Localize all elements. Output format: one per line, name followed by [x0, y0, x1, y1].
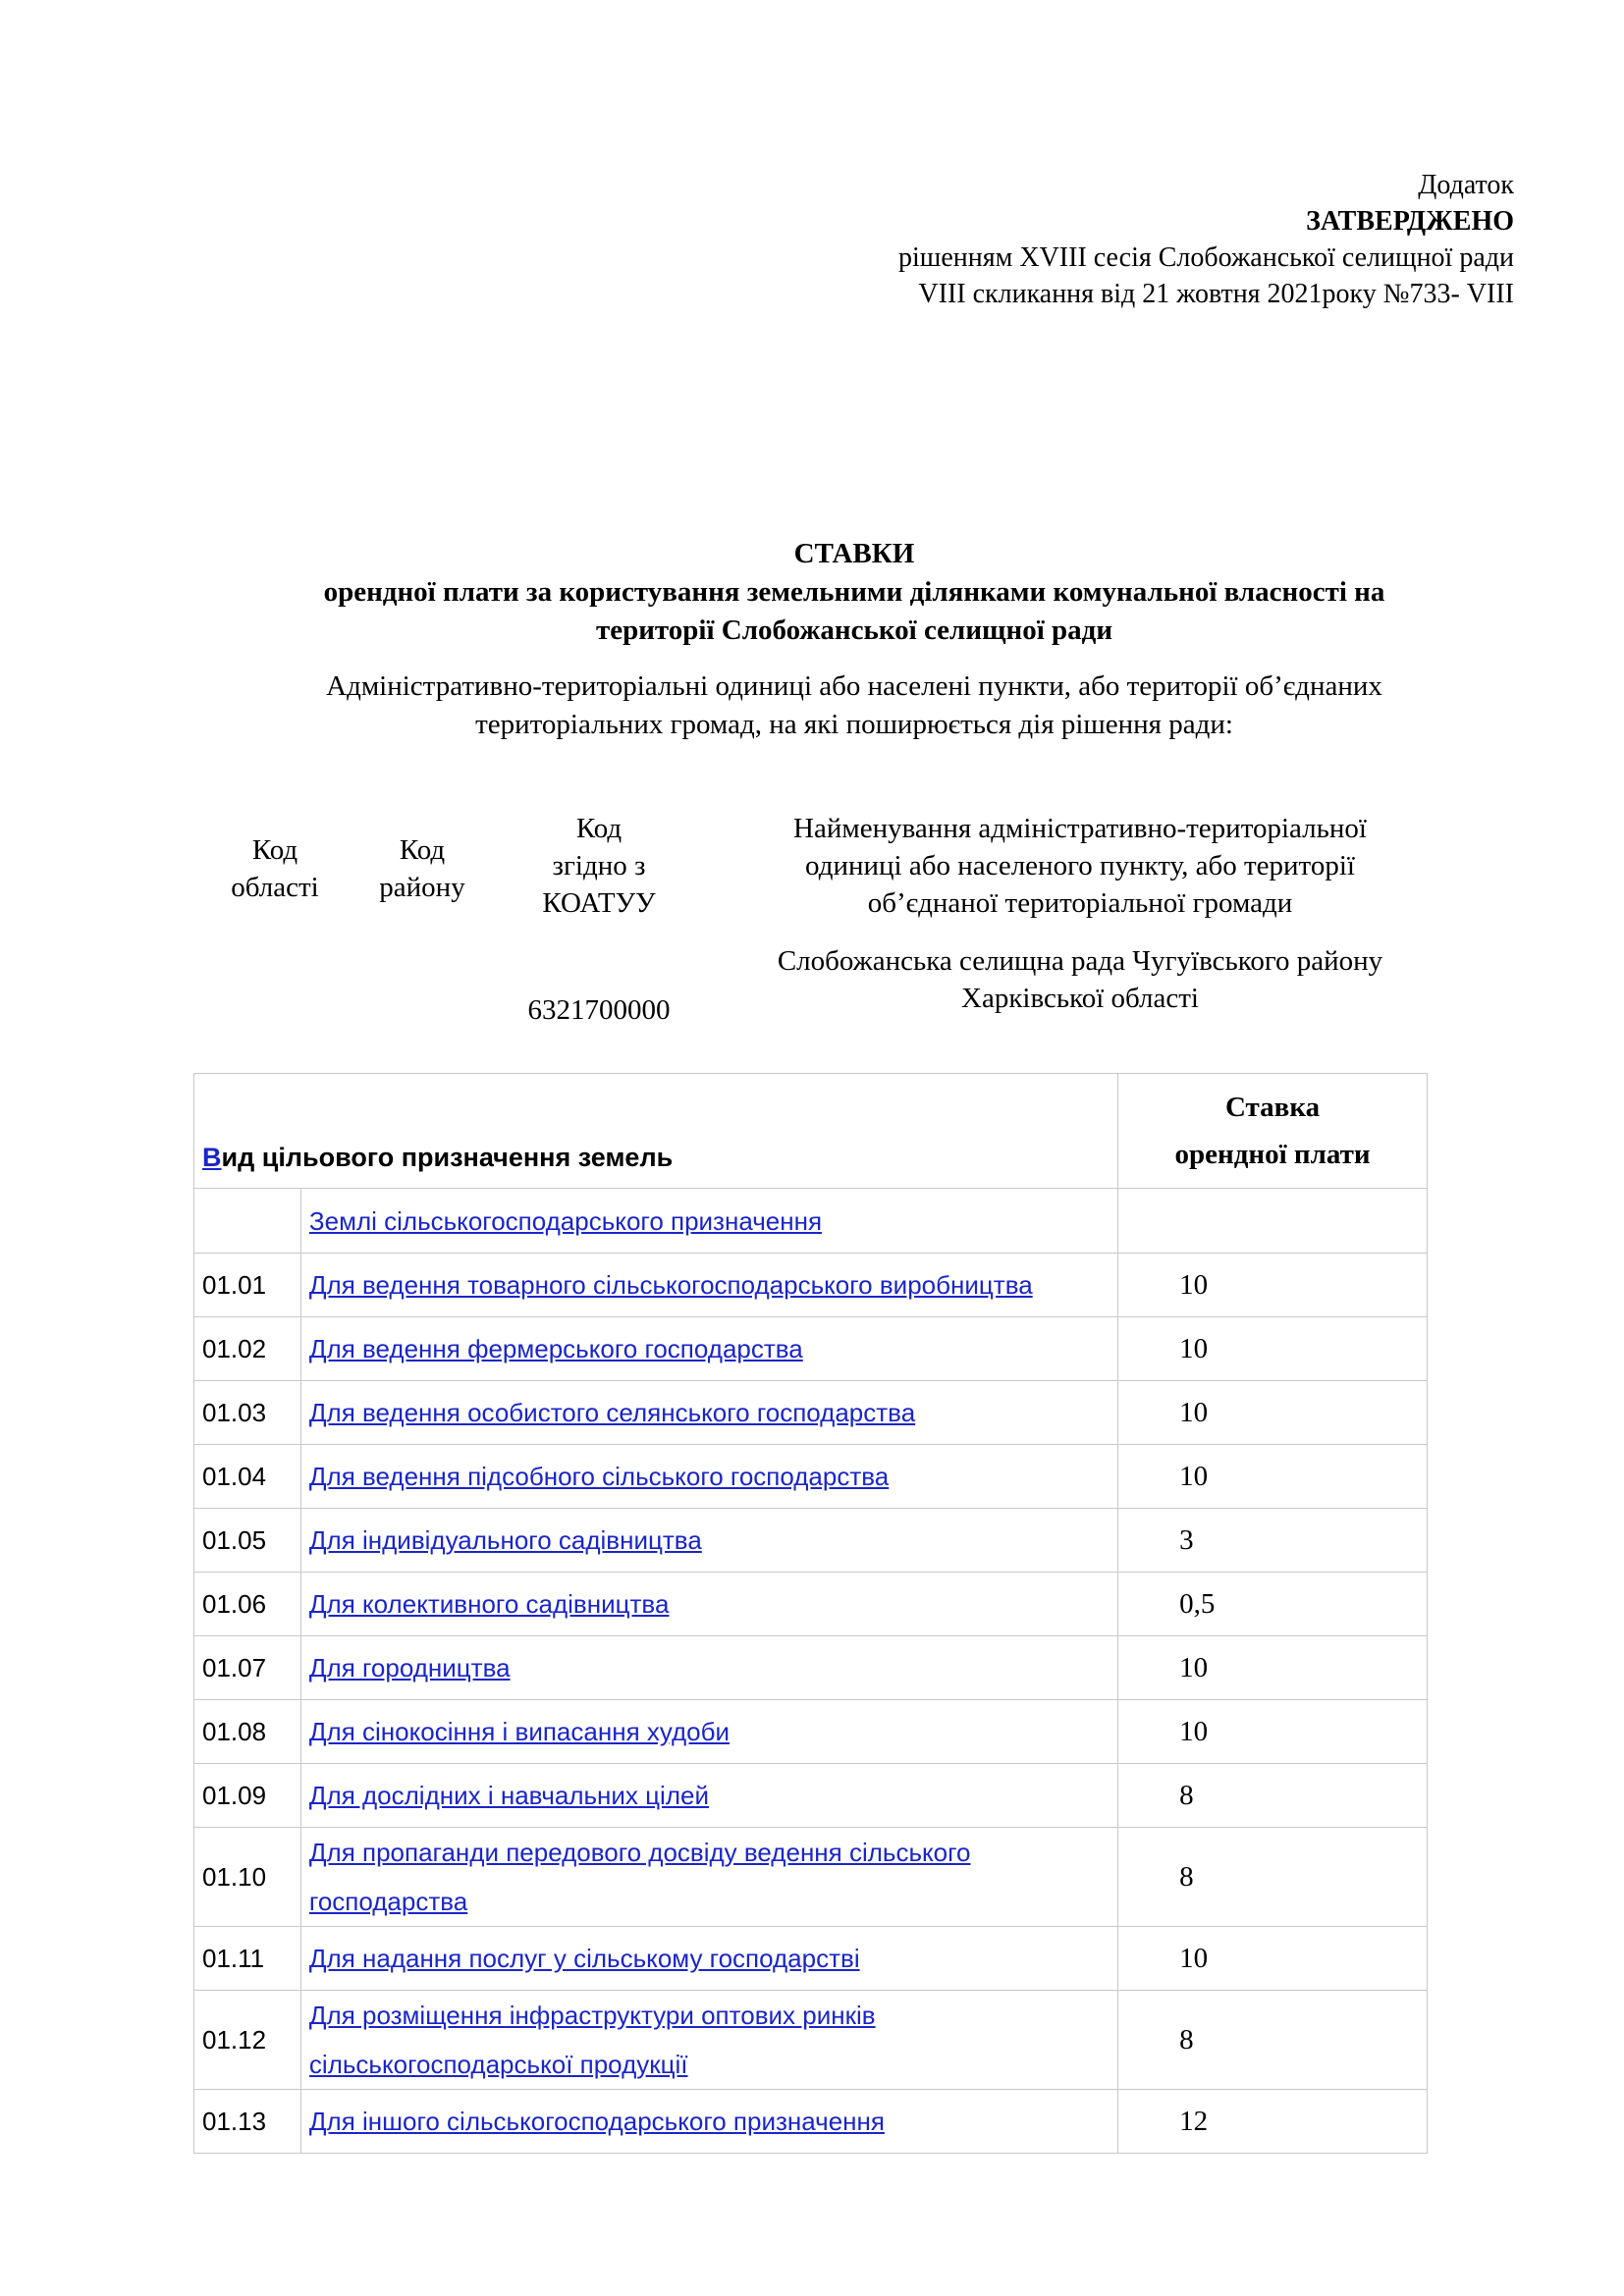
row-name-cell: [300, 2090, 1117, 2154]
region-code-header-line: області: [231, 872, 319, 903]
row-name-cell: [300, 1445, 1117, 1509]
decision-line: рішенням XVIII сесія Слобожанської селищної ради: [898, 242, 1514, 273]
koatuu-header-line: Код: [575, 813, 623, 844]
document-title: [196, 535, 1512, 650]
row-rate: 12: [1118, 2090, 1428, 2154]
subtitle-line-1: Адміністративно-територіальні одиниці або населені пункти, або території об’єднаних: [326, 670, 1382, 702]
unit-name-value-line: Слобожанська селищна рада Чугуївського району: [777, 945, 1383, 977]
land-purpose-header-link[interactable]: В: [202, 1143, 222, 1172]
section-row: [194, 1189, 1428, 1254]
rate-header-line: орендної плати: [1174, 1139, 1371, 1170]
approved-label: ЗАТВЕРДЖЕНО: [1306, 206, 1514, 237]
district-code-header-line: Код: [399, 834, 446, 866]
row-code: 01.02: [194, 1317, 301, 1381]
row-rate: 10: [1118, 1636, 1428, 1700]
table-row: [194, 1445, 1428, 1509]
row-rate: 10: [1118, 1254, 1428, 1317]
land-purpose-link[interactable]: господарства: [308, 1887, 468, 1916]
title-line-2: орендної плати за користування земельними ділянками комунальної власності на: [323, 576, 1385, 608]
table-row: [194, 1573, 1428, 1636]
land-purpose-link[interactable]: Для ведення фермерського господарства: [308, 1334, 803, 1363]
table-row: [194, 1254, 1428, 1317]
land-purpose-link[interactable]: Для дослідних і навчальних цілей: [308, 1781, 709, 1810]
land-purpose-link[interactable]: Для іншого сільськогосподарського призначення: [308, 2107, 885, 2136]
land-purpose-link[interactable]: Для надання послуг у сільському господарстві: [308, 1944, 860, 1973]
unit-name-header-line: Найменування адміністративно-територіальної: [793, 813, 1367, 844]
unit-name-value: [707, 942, 1453, 1017]
row-rate: 10: [1118, 1317, 1428, 1381]
land-purpose-link[interactable]: Для сінокосіння і випасання худоби: [308, 1717, 731, 1746]
section-link[interactable]: Землі сільськогосподарського призначення: [308, 1205, 823, 1236]
row-name-cell: [300, 1509, 1117, 1573]
table-row: [194, 1317, 1428, 1381]
koatuu-code-header: [501, 810, 697, 922]
row-rate: 10: [1118, 1927, 1428, 1991]
title-line-3: території Слобожанської селищної ради: [595, 614, 1113, 646]
row-name-cell: [300, 1927, 1117, 1991]
row-name-cell: [300, 1381, 1117, 1445]
land-purpose-link[interactable]: Для розміщення інфраструктури оптових ринків: [308, 2001, 876, 2030]
section-rate-cell: [1118, 1189, 1428, 1254]
table-row: [194, 1509, 1428, 1573]
title-line-1: СТАВКИ: [793, 538, 915, 569]
subtitle-line-2: територіальних громад, на які поширюється дія рішення ради:: [475, 709, 1233, 740]
row-rate: 3: [1118, 1509, 1428, 1573]
row-code: 01.09: [194, 1764, 301, 1828]
table-row: [194, 1700, 1428, 1764]
row-rate: 10: [1118, 1445, 1428, 1509]
row-code: 01.05: [194, 1509, 301, 1573]
table-row: [194, 1636, 1428, 1700]
land-purpose-link[interactable]: Для ведення особистого селянського господарства: [308, 1398, 916, 1427]
land-purpose-link[interactable]: Для колективного садівництва: [308, 1589, 670, 1619]
row-rate: 8: [1118, 1991, 1428, 2090]
convocation-line: VIII скликання від 21 жовтня 2021року №733- VIII: [918, 279, 1514, 309]
section-name-cell: [300, 1189, 1117, 1254]
document-subtitle: [196, 667, 1512, 744]
approval-block: [898, 167, 1514, 312]
land-purpose-link[interactable]: Для ведення товарного сільськогосподарського виробництва: [308, 1270, 1033, 1300]
row-name-cell: [300, 1317, 1117, 1381]
region-code-header-line: Код: [251, 834, 298, 866]
table-row: [194, 1828, 1428, 1927]
row-code: 01.03: [194, 1381, 301, 1445]
table-row: [194, 2090, 1428, 2154]
district-code-header-line: району: [379, 872, 465, 903]
row-rate: 8: [1118, 1828, 1428, 1927]
unit-name-header-line: одиниці або населеного пункту, або території: [805, 850, 1355, 881]
row-code: 01.10: [194, 1828, 301, 1927]
row-code: 01.06: [194, 1573, 301, 1636]
koatuu-header-line: КОАТУУ: [542, 887, 656, 919]
row-code: 01.07: [194, 1636, 301, 1700]
land-purpose-link[interactable]: Для пропаганди передового досвіду ведення сільського: [308, 1838, 971, 1867]
row-name-cell: [300, 1828, 1117, 1927]
row-name-cell: [300, 1254, 1117, 1317]
appendix-label: Додаток: [1418, 170, 1514, 200]
land-purpose-link[interactable]: Для індивідуального садівництва: [308, 1525, 702, 1555]
rate-header-line: Ставка: [1225, 1092, 1321, 1123]
row-code: 01.08: [194, 1700, 301, 1764]
region-code-header: [206, 831, 344, 906]
land-purpose-link[interactable]: Для городництва: [308, 1653, 511, 1682]
row-rate: 10: [1118, 1381, 1428, 1445]
row-code: 01.12: [194, 1991, 301, 2090]
unit-name-header-line: об’єднаної територіальної громади: [867, 887, 1293, 919]
koatuu-code-value: 6321700000: [527, 994, 671, 1026]
row-name-cell: [300, 1764, 1117, 1828]
land-purpose-link[interactable]: сільськогосподарської продукції: [308, 2050, 688, 2079]
koatuu-header-line: згідно з: [552, 850, 646, 881]
row-code: 01.01: [194, 1254, 301, 1317]
codes-block: [196, 810, 1473, 1036]
row-rate: 10: [1118, 1700, 1428, 1764]
land-purpose-header-text: ид цільового призначення земель: [221, 1143, 674, 1172]
row-name-cell: [300, 1700, 1117, 1764]
row-code: 01.13: [194, 2090, 301, 2154]
row-name-cell: [300, 1991, 1117, 2090]
row-name-cell: [300, 1636, 1117, 1700]
table-header-row: [194, 1074, 1428, 1189]
table-row: [194, 1764, 1428, 1828]
section-code-cell: [194, 1189, 301, 1254]
row-rate: 8: [1118, 1764, 1428, 1828]
unit-name-value-line: Харківської області: [961, 983, 1199, 1014]
table-row: [194, 1927, 1428, 1991]
district-code-header: [353, 831, 491, 906]
row-name-cell: [300, 1573, 1117, 1636]
unit-name-header: [707, 810, 1453, 922]
table-row: [194, 1991, 1428, 2090]
row-code: 01.04: [194, 1445, 301, 1509]
row-rate: 0,5: [1118, 1573, 1428, 1636]
table-row: [194, 1381, 1428, 1445]
land-purpose-link[interactable]: Для ведення підсобного сільського господарства: [308, 1462, 890, 1491]
rates-table: [193, 1073, 1428, 2154]
rate-header: [1118, 1074, 1428, 1189]
land-purpose-header: [194, 1074, 1118, 1189]
row-code: 01.11: [194, 1927, 301, 1991]
